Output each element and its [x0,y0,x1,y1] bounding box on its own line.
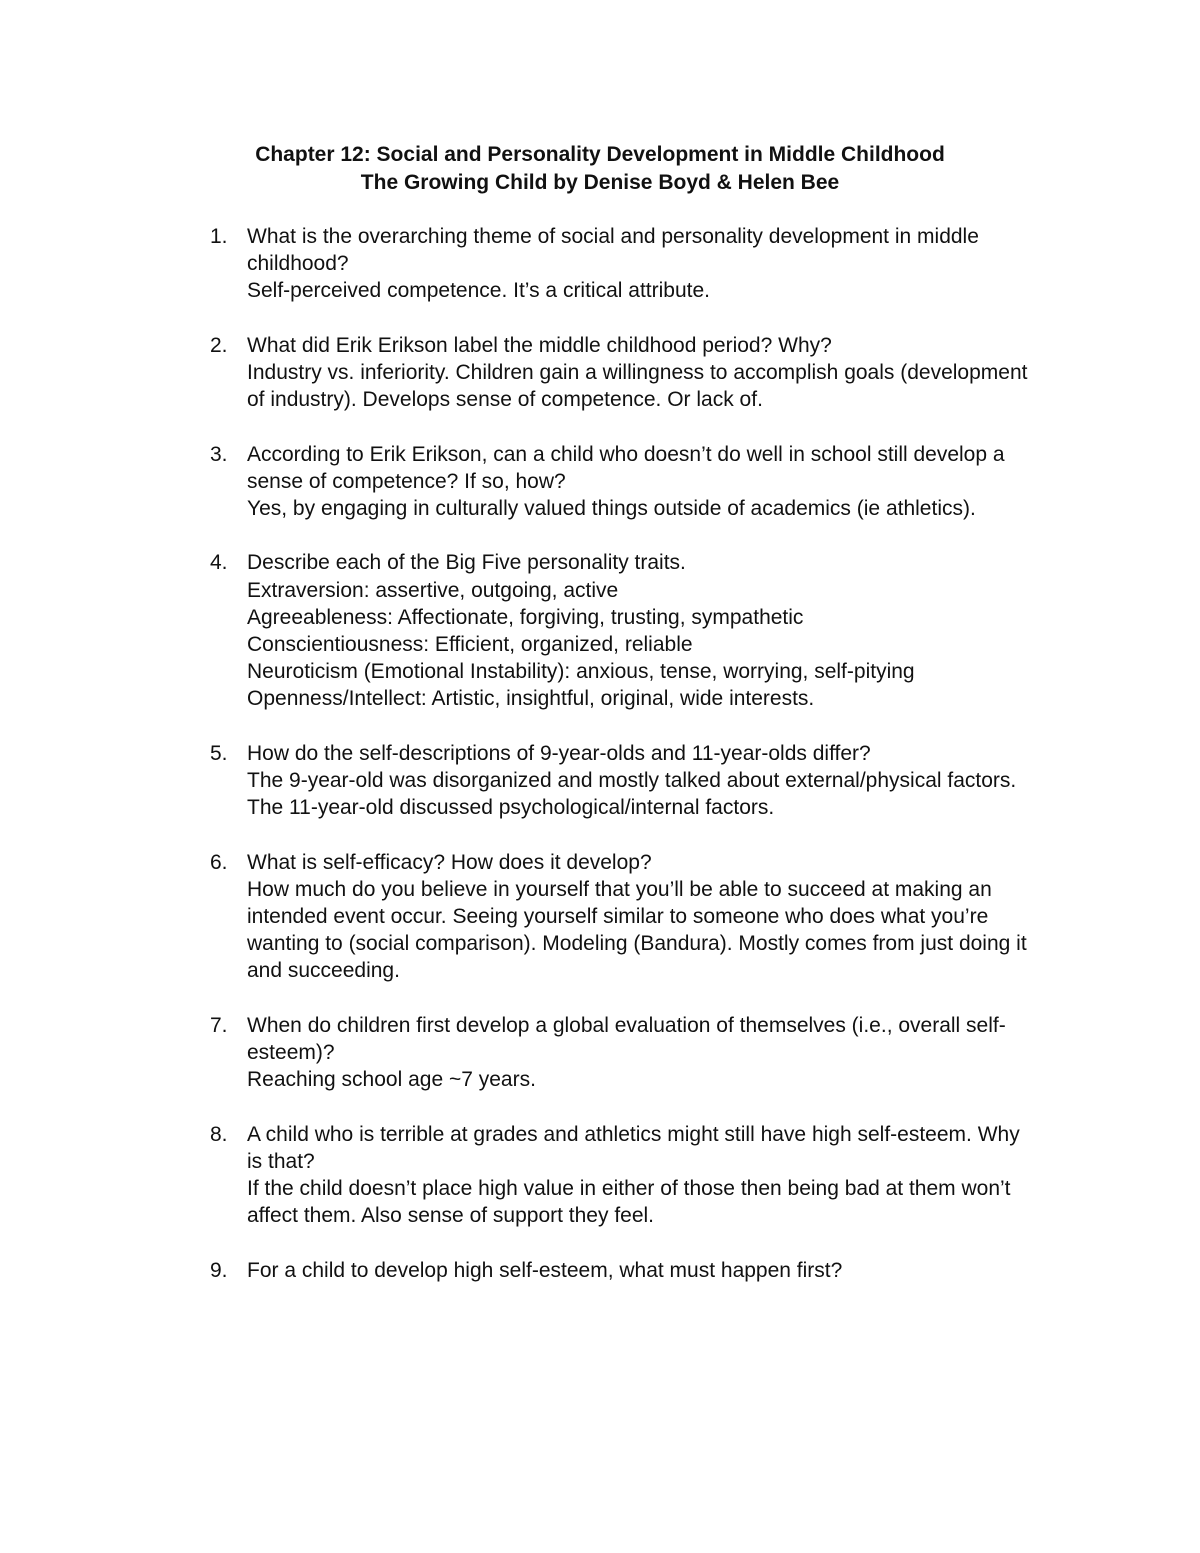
question-number: 7. [210,1013,228,1037]
question-item [210,332,1030,414]
question-number: 3. [210,442,228,466]
question-item [210,549,1030,712]
question-text: What did Erik Erikson label the middle childhood period? Why? [247,333,832,357]
answer-text: The 9-year-old was disorganized and mostly talked about external/physical factors. The 11-year-old discussed psychological/internal factors. [247,769,1017,820]
question-text: How do the self-descriptions of 9-year-olds and 11-year-olds differ? [247,741,871,765]
answer-text: Conscientiousness: Efficient, organized, reliable [247,633,693,656]
document-header [0,141,1200,197]
question-number: 6. [210,850,228,874]
question-item [210,1121,1030,1230]
answer-text: Agreeableness: Affectionate, forgiving, trusting, sympathetic [247,605,804,629]
answer-text: Neuroticism (Emotional Instability): anxious, tense, worrying, self-pitying [247,660,915,684]
answer-text: Self-perceived competence. It’s a critical attribute. [247,279,710,303]
question-text: What is self-efficacy? How does it develop? [247,850,652,874]
question-number: 8. [210,1122,228,1146]
document-title: Chapter 12: Social and Personality Development in Middle Childhood [255,143,945,166]
question-text: For a child to develop high self-esteem, what must happen first? [247,1258,843,1282]
question-text: What is the overarching theme of social and personality development in middle childhood? [247,225,979,276]
question-number: 9. [210,1258,228,1282]
question-number: 2. [210,333,228,357]
question-item [210,441,1030,523]
question-number: 4. [210,551,228,575]
question-number: 1. [210,225,228,248]
answer-text: Openness/Intellect: Artistic, insightful, original, wide interests. [247,687,815,711]
answer-text: Extraversion: assertive, outgoing, active [247,578,619,602]
question-text: According to Erik Erikson, can a child who doesn’t do well in school still develop a sense of competence? If so, how? [247,442,1005,493]
question-item [210,223,1030,305]
question-item [210,849,1030,985]
question-list [210,223,1030,1311]
document-subtitle: The Growing Child by Denise Boyd & Helen Bee [360,171,840,194]
answer-text: How much do you believe in yourself that you’ll be able to succeed at making an intended event occur. Seeing yourself similar to someone who does what you’re wanting to (social comparison). Modeling (Bandura). Mostly comes from just doing it and succeeding. [247,877,1027,983]
question-text: A child who is terrible at grades and athletics might still have high self-esteem. Why is that? [247,1122,1020,1173]
question-item [210,1012,1030,1094]
question-item [210,1257,1030,1284]
question-number: 5. [210,741,228,765]
question-item [210,740,1030,822]
answer-text: Yes, by engaging in culturally valued things outside of academics (ie athletics). [247,497,976,520]
question-text: Describe each of the Big Five personality traits. [247,551,686,575]
answer-text: Industry vs. inferiority. Children gain a willingness to accomplish goals (development of industry). Develops sense of competence. Or lack of. [247,361,1028,412]
question-text: When do children first develop a global evaluation of themselves (i.e., overall self-esteem)? [247,1013,1006,1064]
answer-text: If the child doesn’t place high value in either of those then being bad at them won’t affect them. Also sense of support they feel. [247,1177,1011,1228]
answer-text: Reaching school age ~7 years. [247,1068,536,1092]
